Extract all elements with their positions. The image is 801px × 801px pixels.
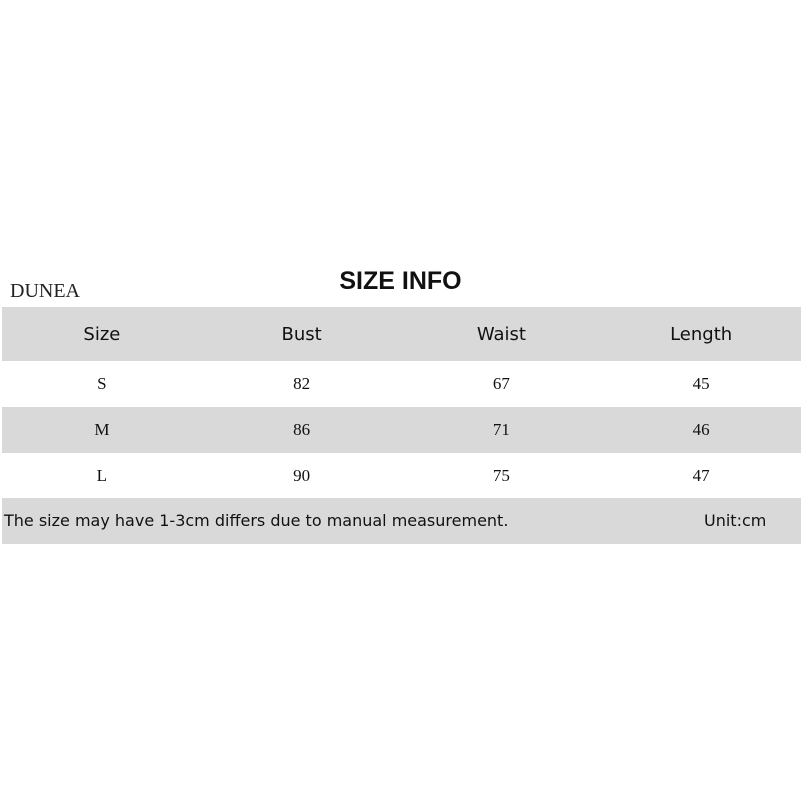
table-header-row — [2, 307, 801, 361]
cell-waist: 71 — [492, 420, 510, 439]
brand-name: DUNEA — [10, 280, 80, 302]
header-length: Length — [670, 323, 733, 345]
cell-waist: 75 — [492, 466, 510, 485]
cell-bust: 86 — [293, 420, 311, 439]
size-table — [2, 307, 801, 499]
note-row — [2, 498, 801, 544]
unit-label: Unit:cm — [704, 511, 767, 530]
cell-length: 46 — [692, 420, 710, 439]
cell-bust: 90 — [293, 466, 311, 485]
table-row — [2, 407, 801, 453]
cell-size: L — [96, 466, 108, 485]
cell-size: M — [94, 420, 110, 439]
header-bust: Bust — [281, 323, 322, 345]
header-waist: Waist — [476, 323, 526, 345]
table-row — [2, 453, 801, 499]
cell-length: 47 — [692, 466, 710, 485]
cell-length: 45 — [692, 374, 710, 393]
measurement-note: The size may have 1-3cm differs due to manual measurement. — [4, 511, 509, 530]
table-row — [2, 361, 801, 407]
cell-bust: 82 — [293, 374, 311, 393]
page-title: SIZE INFO — [339, 267, 462, 295]
cell-size: S — [97, 374, 107, 393]
cell-waist: 67 — [492, 374, 510, 393]
header-size: Size — [83, 323, 121, 345]
